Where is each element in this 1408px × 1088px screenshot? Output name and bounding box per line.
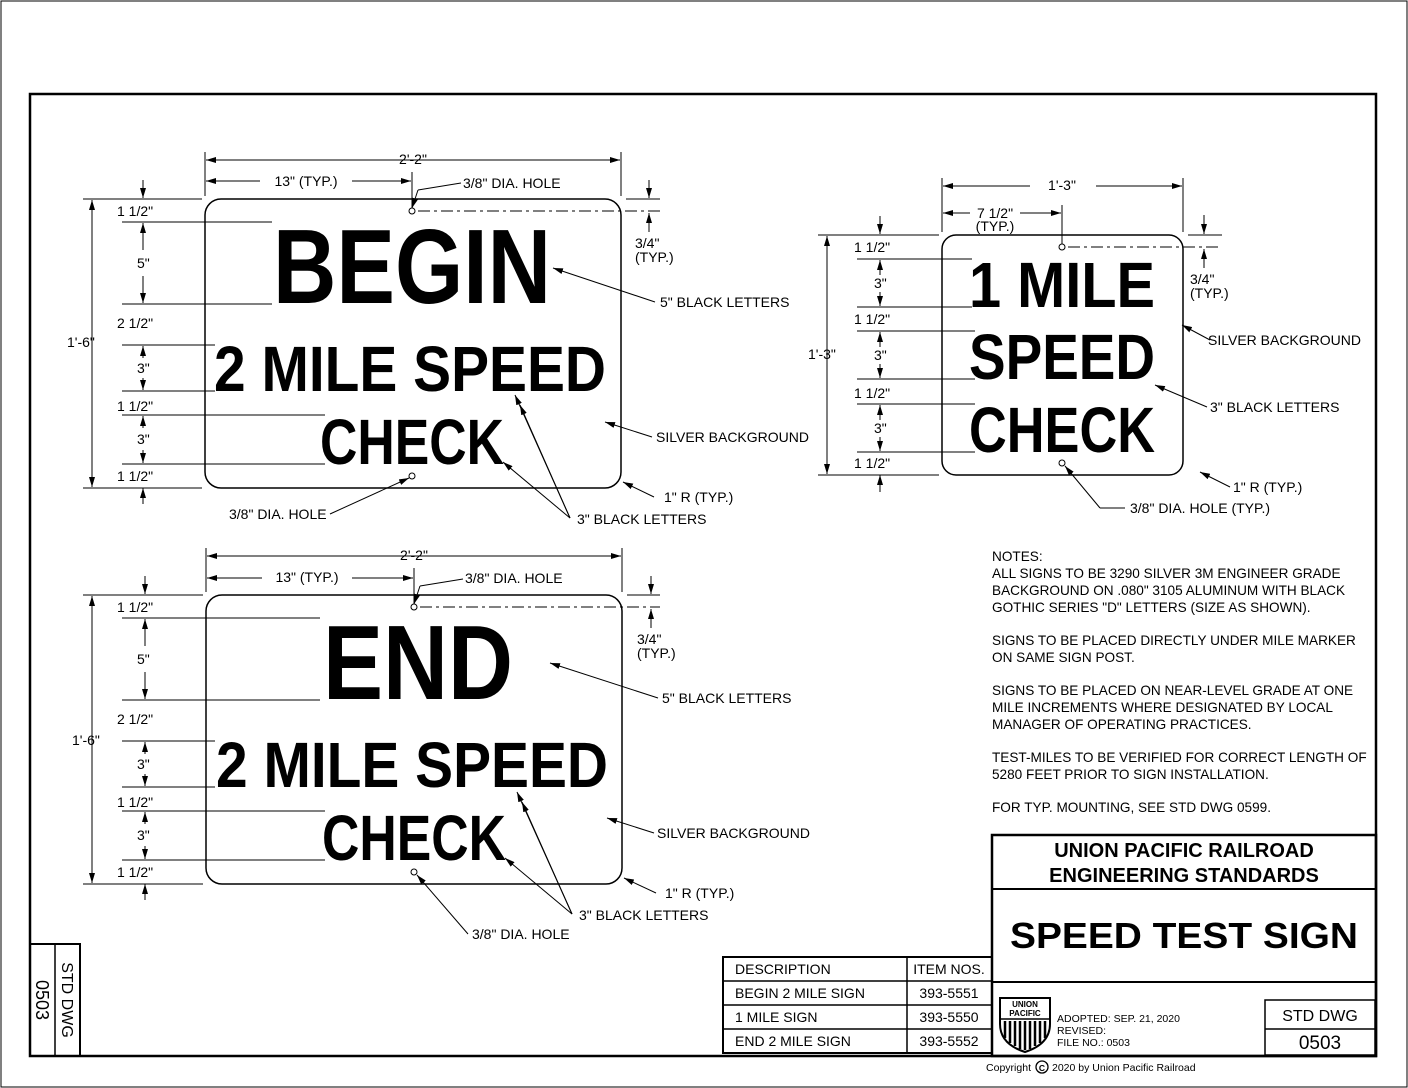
begin-row-7: 1 1/2" xyxy=(117,468,154,484)
mile-row-7: 1 1/2" xyxy=(854,455,891,471)
file-number: FILE NO.: 0503 xyxy=(1057,1037,1130,1049)
mile-row-3: 1 1/2" xyxy=(854,311,891,327)
revised-date: REVISED: xyxy=(1057,1025,1107,1037)
end-callout-radius: 1" R (TYP.) xyxy=(665,885,735,901)
copyright-symbol: C xyxy=(1038,1063,1046,1073)
end-hole-offset: 3/4" xyxy=(637,631,662,647)
begin-dim-width: 2'-2" xyxy=(399,151,427,167)
org-line2: ENGINEERING STANDARDS xyxy=(1049,865,1319,887)
begin-callout-big: 5" BLACK LETTERS xyxy=(660,294,790,310)
note-5: FOR TYP. MOUNTING, SEE STD DWG 0599. xyxy=(992,800,1271,815)
mile-dim-width: 1'-3" xyxy=(1048,177,1076,193)
end-hole-bottom-label: 3/8" DIA. HOLE xyxy=(472,926,570,942)
begin-dim-half: 13" (TYP.) xyxy=(274,173,338,189)
end-sign-line2: 2 MILE SPEED xyxy=(216,729,608,801)
begin-hole-offset-typ: (TYP.) xyxy=(635,249,674,265)
begin-hole-bottom-label: 3/8" DIA. HOLE xyxy=(229,506,327,522)
mile-callout-bg: SILVER BACKGROUND xyxy=(1208,332,1361,348)
end-dim-half: 13" (TYP.) xyxy=(275,569,339,585)
end-row-5: 1 1/2" xyxy=(117,794,154,810)
mile-callout-letters: 3" BLACK LETTERS xyxy=(1210,399,1340,415)
end-row-3: 2 1/2" xyxy=(117,711,154,727)
mile-row-2: 3" xyxy=(874,275,887,291)
end-callout-bg: SILVER BACKGROUND xyxy=(657,825,810,841)
begin-dim-height: 1'-6" xyxy=(67,334,95,350)
side-tab-label: STD DWG xyxy=(58,962,75,1038)
end-row-2: 5" xyxy=(137,651,150,667)
begin-row-6: 3" xyxy=(137,431,150,447)
mile-sign-line1: 1 MILE xyxy=(969,249,1155,321)
mile-row-5: 1 1/2" xyxy=(854,385,891,401)
mile-dim-half-typ: (TYP.) xyxy=(975,218,1015,234)
begin-row-1: 1 1/2" xyxy=(117,203,154,219)
end-dim-height: 1'-6" xyxy=(72,732,100,748)
items-row-3-item: 393-5552 xyxy=(919,1033,979,1049)
std-dwg-number: 0503 xyxy=(1298,1033,1342,1054)
begin-sign-line1: BEGIN xyxy=(273,208,551,326)
end-callout-big: 5" BLACK LETTERS xyxy=(662,690,792,706)
mile-row-4: 3" xyxy=(874,347,887,363)
std-dwg-label: STD DWG xyxy=(1282,1008,1358,1025)
logo-line2: PACIFIC xyxy=(1009,1009,1041,1018)
mile-hole-offset-typ: (TYP.) xyxy=(1190,285,1229,301)
items-header-item: ITEM NOS. xyxy=(913,961,985,977)
mile-dim-half: 7 1/2" xyxy=(976,205,1014,221)
begin-hole-offset: 3/4" xyxy=(635,235,660,251)
items-row-1-description: BEGIN 2 MILE SIGN xyxy=(735,985,865,1001)
mile-callout-hole: 3/8" DIA. HOLE (TYP.) xyxy=(1130,500,1271,516)
begin-sign-line2: 2 MILE SPEED xyxy=(214,333,606,405)
begin-row-4: 3" xyxy=(137,360,150,376)
mile-sign-line3: CHECK xyxy=(969,394,1155,466)
begin-row-3: 2 1/2" xyxy=(117,315,154,331)
adopted-date: ADOPTED: SEP. 21, 2020 xyxy=(1057,1013,1180,1025)
end-sign-line3: CHECK xyxy=(322,802,506,874)
items-row-1-item: 393-5551 xyxy=(919,985,979,1001)
end-row-7: 1 1/2" xyxy=(117,864,154,880)
mile-row-6: 3" xyxy=(874,420,887,436)
end-sign-line1: END xyxy=(323,604,513,722)
copyright-suffix: 2020 by Union Pacific Railroad xyxy=(1052,1062,1196,1074)
end-hole-top-label: 3/8" DIA. HOLE xyxy=(465,570,563,586)
mile-sign-line2: SPEED xyxy=(969,321,1155,393)
end-row-6: 3" xyxy=(137,827,150,843)
mile-row-1: 1 1/2" xyxy=(854,239,891,255)
note-2: SIGNS TO BE PLACED DIRECTLY UNDER MILE MARKER ON SAME SIGN POST. xyxy=(992,633,1356,665)
begin-callout-small: 3" BLACK LETTERS xyxy=(577,511,707,527)
end-hole-offset-typ: (TYP.) xyxy=(637,645,676,661)
begin-callout-radius: 1" R (TYP.) xyxy=(664,489,734,505)
copyright-prefix: Copyright xyxy=(986,1062,1031,1074)
end-row-4: 3" xyxy=(137,756,150,772)
org-line1: UNION PACIFIC RAILROAD xyxy=(1054,840,1314,862)
begin-row-5: 1 1/2" xyxy=(117,398,154,414)
end-callout-small: 3" BLACK LETTERS xyxy=(579,907,709,923)
side-tab-number: 0503 xyxy=(32,979,52,1021)
end-dim-width: 2'-2" xyxy=(400,547,428,563)
mile-callout-radius: 1" R (TYP.) xyxy=(1233,479,1303,495)
items-header-description: DESCRIPTION xyxy=(735,961,831,977)
note-3: SIGNS TO BE PLACED ON NEAR-LEVEL GRADE AT ONE MILE INCREMENTS WHERE DESIGNATED BY LOCAL MANAGER OF OPERATING PRACTICES. xyxy=(992,683,1354,732)
begin-hole-top-label: 3/8" DIA. HOLE xyxy=(463,175,561,191)
note-1: ALL SIGNS TO BE 3290 SILVER 3M ENGINEER GRADE BACKGROUND ON .080" 3105 ALUMINUM WITH BLACK GOTHIC SERIES "D" LETTERS (SIZE AS SHOWN). xyxy=(992,566,1346,615)
mile-dim-height: 1'-3" xyxy=(808,346,836,362)
drawing-title: SPEED TEST SIGN xyxy=(1010,915,1358,956)
begin-row-2: 5" xyxy=(137,255,150,271)
logo-line1: UNION xyxy=(1012,1000,1038,1009)
items-row-3-description: END 2 MILE SIGN xyxy=(735,1033,851,1049)
end-row-1: 1 1/2" xyxy=(117,599,154,615)
begin-sign-line3: CHECK xyxy=(320,406,504,478)
notes-block xyxy=(992,548,1372,832)
begin-callout-bg: SILVER BACKGROUND xyxy=(656,429,809,445)
mile-hole-offset: 3/4" xyxy=(1190,271,1215,287)
items-row-2-description: 1 MILE SIGN xyxy=(735,1009,818,1025)
note-4: TEST-MILES TO BE VERIFIED FOR CORRECT LENGTH OF 5280 FEET PRIOR TO SIGN INSTALLATION. xyxy=(992,750,1367,782)
notes-heading: NOTES: xyxy=(992,549,1043,564)
union-pacific-shield-logo xyxy=(1000,998,1050,1052)
items-row-2-item: 393-5550 xyxy=(919,1009,979,1025)
